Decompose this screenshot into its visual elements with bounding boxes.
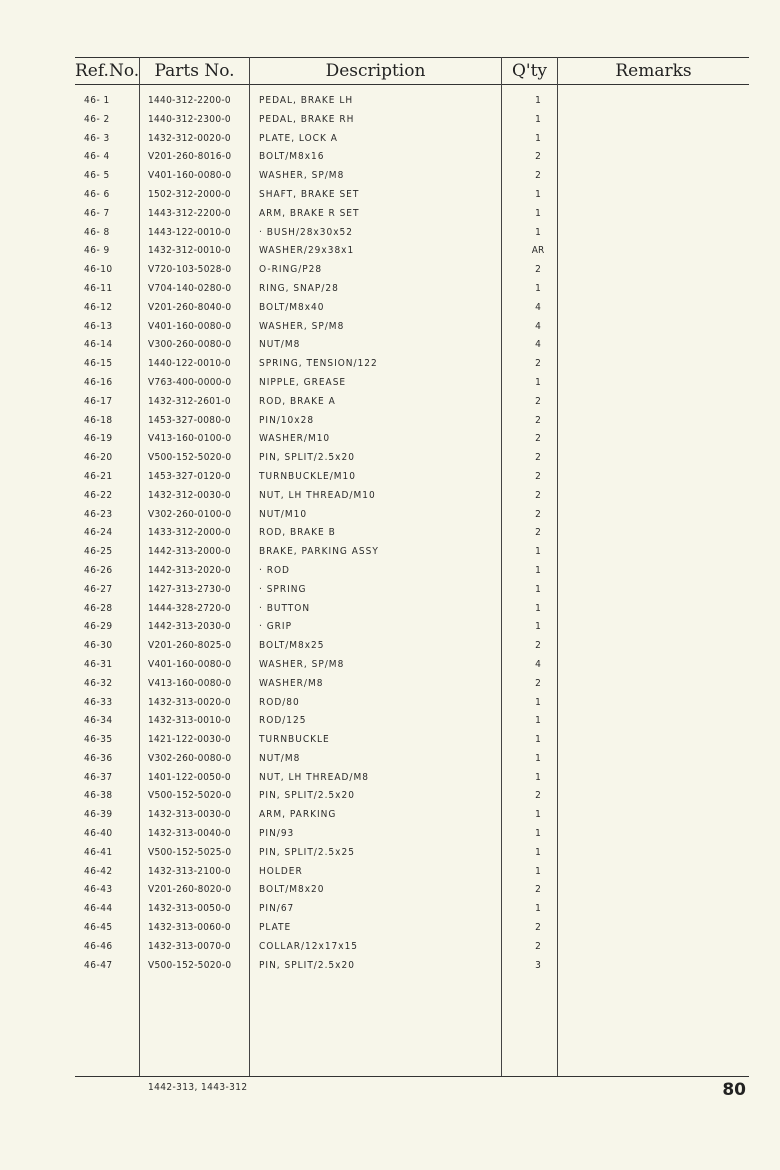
parts-no-cell: 1432-313-0020-0: [148, 696, 231, 708]
header-description: Description: [325, 61, 426, 81]
qty-cell: 1: [535, 752, 541, 764]
parts-no-cell: 1502-312-2000-0: [148, 188, 231, 200]
ref-no-cell: 46-21: [84, 470, 113, 482]
parts-no-cell: V401-160-0080-0: [148, 170, 232, 182]
parts-no-cell: V401-160-0080-0: [148, 658, 232, 670]
table-row: [0, 261, 780, 280]
ref-no-cell: 46- 1: [84, 95, 110, 106]
description-cell: NUT, LH THREAD/M10: [259, 489, 376, 501]
parts-no-cell: 1432-313-0050-0: [148, 903, 231, 915]
qty-cell: 1: [535, 132, 541, 144]
table-row: [0, 449, 780, 468]
table-row: [0, 299, 780, 318]
qty-cell: 2: [535, 884, 541, 896]
qty-cell: 2: [535, 452, 541, 464]
parts-no-cell: V201-260-8016-0: [148, 151, 232, 163]
qty-cell: 2: [535, 640, 541, 652]
parts-no-cell: 1444-328-2720-0: [148, 602, 231, 614]
table-row: [0, 430, 780, 449]
description-cell: PIN, SPLIT/2.5x20: [259, 790, 355, 802]
parts-no-cell: V763-400-0000-0: [148, 376, 232, 388]
parts-no-cell: V201-260-8020-0: [148, 884, 232, 896]
qty-cell: 2: [535, 264, 541, 276]
parts-no-cell: 1432-313-0010-0: [148, 715, 231, 727]
parts-no-cell: 1442-313-2000-0: [148, 546, 231, 558]
parts-no-cell: V201-260-8025-0: [148, 640, 232, 652]
parts-no-cell: 1427-313-2730-0: [148, 583, 231, 595]
table-row: [0, 186, 780, 205]
table-row: [0, 750, 780, 769]
description-cell: PIN/10x28: [259, 414, 315, 426]
qty-cell: 2: [535, 677, 541, 689]
qty-cell: 2: [535, 527, 541, 539]
qty-cell: 1: [535, 226, 541, 238]
table-row: [0, 355, 780, 374]
table-row: [0, 543, 780, 562]
description-cell: RING, SNAP/28: [259, 282, 339, 294]
description-cell: COLLAR/12x17x15: [259, 940, 359, 952]
qty-cell: 2: [535, 151, 541, 163]
ref-no-cell: 46-41: [84, 846, 113, 858]
description-cell: PLATE: [259, 922, 292, 934]
qty-cell: 2: [535, 170, 541, 182]
description-cell: · ROD: [259, 564, 290, 576]
table-row: [0, 148, 780, 167]
ref-no-cell: 46-24: [84, 527, 113, 539]
ref-no-cell: 46-11: [84, 282, 113, 294]
description-cell: BOLT/M8x40: [259, 301, 325, 313]
qty-cell: 1: [535, 734, 541, 746]
description-cell: BOLT/M8x20: [259, 884, 325, 896]
table-row: [0, 506, 780, 525]
description-cell: PIN, SPLIT/2.5x20: [259, 959, 355, 971]
description-cell: NIPPLE, GREASE: [259, 376, 347, 388]
table-row: [0, 919, 780, 938]
ref-no-cell: 46- 7: [84, 207, 110, 219]
description-cell: BOLT/M8x16: [259, 151, 325, 163]
description-cell: WASHER, SP/M8: [259, 658, 345, 670]
parts-no-cell: V500-152-5025-0: [148, 846, 232, 858]
qty-cell: 2: [535, 433, 541, 445]
parts-table-body: [0, 92, 780, 975]
parts-no-cell: V720-103-5028-0: [148, 264, 232, 276]
table-row: [0, 957, 780, 976]
parts-no-cell: V413-160-0100-0: [148, 433, 232, 445]
parts-no-cell: 1432-313-0070-0: [148, 940, 231, 952]
description-cell: WASHER, SP/M8: [259, 320, 345, 332]
description-cell: ROD, BRAKE B: [259, 527, 336, 539]
ref-no-cell: 46- 2: [84, 113, 110, 125]
ref-no-cell: 46-47: [84, 959, 113, 971]
description-cell: BOLT/M8x25: [259, 640, 325, 652]
table-row: [0, 468, 780, 487]
qty-cell: 2: [535, 470, 541, 482]
qty-cell: 2: [535, 508, 541, 520]
table-row: [0, 844, 780, 863]
table-row: [0, 637, 780, 656]
ref-no-cell: 46-36: [84, 752, 113, 764]
ref-no-cell: 46-43: [84, 884, 113, 896]
parts-no-cell: 1453-327-0080-0: [148, 414, 231, 426]
table-row: [0, 224, 780, 243]
description-cell: ROD, BRAKE A: [259, 395, 336, 407]
description-cell: ARM, BRAKE R SET: [259, 207, 360, 219]
description-cell: WASHER, SP/M8: [259, 170, 345, 182]
table-row: [0, 205, 780, 224]
qty-cell: 1: [535, 564, 541, 576]
qty-cell: 1: [535, 621, 541, 633]
parts-no-cell: 1432-312-0020-0: [148, 132, 231, 144]
table-top-rule: [75, 57, 749, 58]
parts-no-cell: 1421-122-0030-0: [148, 734, 231, 746]
description-cell: O-RING/P28: [259, 264, 323, 276]
parts-no-cell: 1443-312-2200-0: [148, 207, 231, 219]
qty-cell: 2: [535, 414, 541, 426]
header-qty: Q'ty: [511, 61, 548, 81]
ref-no-cell: 46- 3: [84, 132, 110, 144]
header-ref-no: Ref.No.: [75, 61, 140, 81]
description-cell: PEDAL, BRAKE RH: [259, 113, 355, 125]
ref-no-cell: 46- 9: [84, 245, 110, 257]
description-cell: HOLDER: [259, 865, 303, 877]
qty-cell: 3: [535, 959, 541, 971]
qty-cell: 1: [535, 696, 541, 708]
table-row: [0, 487, 780, 506]
description-cell: NUT/M8: [259, 752, 301, 764]
ref-no-cell: 46-27: [84, 583, 113, 595]
qty-cell: 1: [535, 865, 541, 877]
description-cell: NUT/M10: [259, 508, 308, 520]
parts-no-cell: 1443-122-0010-0: [148, 226, 231, 238]
qty-cell: 2: [535, 395, 541, 407]
parts-no-cell: V300-260-0080-0: [148, 339, 232, 351]
qty-cell: AR: [531, 245, 545, 257]
ref-no-cell: 46-39: [84, 809, 113, 821]
qty-cell: 1: [535, 376, 541, 388]
description-cell: NUT, LH THREAD/M8: [259, 771, 369, 783]
ref-no-cell: 46-34: [84, 715, 113, 727]
ref-no-cell: 46-18: [84, 414, 113, 426]
ref-no-cell: 46-44: [84, 903, 113, 915]
table-row: [0, 694, 780, 713]
description-cell: TURNBUCKLE/M10: [259, 470, 356, 482]
description-cell: TURNBUCKLE: [259, 734, 330, 746]
ref-no-cell: 46-42: [84, 865, 113, 877]
qty-cell: 1: [535, 809, 541, 821]
table-row: [0, 524, 780, 543]
qty-cell: 1: [535, 113, 541, 125]
ref-no-cell: 46-20: [84, 452, 113, 464]
qty-cell: 1: [535, 715, 541, 727]
ref-no-cell: 46-19: [84, 433, 113, 445]
parts-no-cell: 1440-312-2200-0: [148, 95, 231, 106]
qty-cell: 4: [535, 301, 541, 313]
table-row: [0, 111, 780, 130]
ref-no-cell: 46- 4: [84, 151, 110, 163]
header-remarks: Remarks: [615, 61, 692, 81]
table-row: [0, 787, 780, 806]
ref-no-cell: 46-22: [84, 489, 113, 501]
parts-no-cell: 1433-312-2000-0: [148, 527, 231, 539]
ref-no-cell: 46-33: [84, 696, 113, 708]
parts-no-cell: 1440-122-0010-0: [148, 358, 231, 370]
ref-no-cell: 46-29: [84, 621, 113, 633]
description-cell: ROD/125: [259, 715, 307, 727]
qty-cell: 1: [535, 602, 541, 614]
qty-cell: 4: [535, 320, 541, 332]
qty-cell: 2: [535, 790, 541, 802]
description-cell: PIN, SPLIT/2.5x20: [259, 452, 355, 464]
qty-cell: 4: [535, 658, 541, 670]
ref-no-cell: 46-28: [84, 602, 113, 614]
description-cell: PIN/67: [259, 903, 295, 915]
qty-cell: 1: [535, 771, 541, 783]
description-cell: · BUTTON: [259, 602, 311, 614]
ref-no-cell: 46-26: [84, 564, 113, 576]
ref-no-cell: 46-17: [84, 395, 113, 407]
ref-no-cell: 46-25: [84, 546, 113, 558]
parts-no-cell: 1432-313-2100-0: [148, 865, 231, 877]
ref-no-cell: 46- 6: [84, 188, 110, 200]
parts-no-cell: 1432-313-0040-0: [148, 828, 231, 840]
qty-cell: 1: [535, 546, 541, 558]
description-cell: WASHER/29x38x1: [259, 245, 355, 257]
qty-cell: 1: [535, 95, 541, 106]
parts-no-cell: 1442-313-2030-0: [148, 621, 231, 633]
parts-no-cell: V401-160-0080-0: [148, 320, 232, 332]
description-cell: WASHER/M10: [259, 433, 331, 445]
table-row: [0, 562, 780, 581]
table-row: [0, 412, 780, 431]
qty-cell: 1: [535, 207, 541, 219]
qty-cell: 2: [535, 358, 541, 370]
page-number: 80: [722, 1080, 746, 1100]
parts-no-cell: V302-260-0100-0: [148, 508, 232, 520]
table-row: [0, 581, 780, 600]
ref-no-cell: 46-46: [84, 940, 113, 952]
ref-no-cell: 46-15: [84, 358, 113, 370]
qty-cell: 4: [535, 339, 541, 351]
parts-no-cell: V500-152-5020-0: [148, 959, 232, 971]
description-cell: BRAKE, PARKING ASSY: [259, 546, 379, 558]
ref-no-cell: 46-35: [84, 734, 113, 746]
table-row: [0, 769, 780, 788]
table-row: [0, 825, 780, 844]
description-cell: PIN/93: [259, 828, 295, 840]
description-cell: SPRING, TENSION/122: [259, 358, 378, 370]
ref-no-cell: 46- 5: [84, 170, 110, 182]
parts-no-cell: V302-260-0080-0: [148, 752, 232, 764]
ref-no-cell: 46-37: [84, 771, 113, 783]
table-row: [0, 863, 780, 882]
ref-no-cell: 46-23: [84, 508, 113, 520]
parts-no-cell: V500-152-5020-0: [148, 452, 232, 464]
table-row: [0, 656, 780, 675]
table-row: [0, 806, 780, 825]
table-row: [0, 600, 780, 619]
qty-cell: 1: [535, 583, 541, 595]
table-row: [0, 280, 780, 299]
table-row: [0, 618, 780, 637]
qty-cell: 1: [535, 846, 541, 858]
qty-cell: 2: [535, 489, 541, 501]
parts-no-cell: 1432-312-0010-0: [148, 245, 231, 257]
description-cell: · GRIP: [259, 621, 293, 633]
qty-cell: 1: [535, 828, 541, 840]
table-row: [0, 242, 780, 261]
table-row: [0, 900, 780, 919]
parts-no-cell: 1432-313-0060-0: [148, 922, 231, 934]
description-cell: · SPRING: [259, 583, 307, 595]
table-row: [0, 374, 780, 393]
table-row: [0, 167, 780, 186]
qty-cell: 1: [535, 282, 541, 294]
parts-no-cell: V413-160-0080-0: [148, 677, 232, 689]
parts-no-cell: 1432-312-2601-0: [148, 395, 231, 407]
parts-no-cell: 1442-313-2020-0: [148, 564, 231, 576]
ref-no-cell: 46-30: [84, 640, 113, 652]
ref-no-cell: 46-12: [84, 301, 113, 313]
parts-no-cell: 1432-313-0030-0: [148, 809, 231, 821]
ref-no-cell: 46-16: [84, 376, 113, 388]
parts-no-cell: V500-152-5020-0: [148, 790, 232, 802]
parts-no-cell: V201-260-8040-0: [148, 301, 232, 313]
ref-no-cell: 46-14: [84, 339, 113, 351]
table-row: [0, 393, 780, 412]
ref-no-cell: 46-31: [84, 658, 113, 670]
description-cell: PEDAL, BRAKE LH: [259, 95, 354, 106]
table-row: [0, 938, 780, 957]
ref-no-cell: 46-40: [84, 828, 113, 840]
table-row: [0, 712, 780, 731]
header-parts-no: Parts No.: [154, 61, 235, 81]
parts-no-cell: 1440-312-2300-0: [148, 113, 231, 125]
description-cell: NUT/M8: [259, 339, 301, 351]
description-cell: PLATE, LOCK A: [259, 132, 338, 144]
table-row: [0, 130, 780, 149]
ref-no-cell: 46- 8: [84, 226, 110, 238]
table-row: [0, 881, 780, 900]
parts-no-cell: V704-140-0280-0: [148, 282, 232, 294]
parts-no-cell: 1453-327-0120-0: [148, 470, 231, 482]
model-numbers: 1442-313, 1443-312: [148, 1082, 248, 1093]
ref-no-cell: 46-13: [84, 320, 113, 332]
parts-no-cell: 1401-122-0050-0: [148, 771, 231, 783]
header-bottom-rule: [75, 84, 749, 85]
table-bottom-rule: [75, 1076, 749, 1077]
qty-cell: 2: [535, 940, 541, 952]
description-cell: ARM, PARKING: [259, 809, 337, 821]
table-row: [0, 336, 780, 355]
qty-cell: 1: [535, 903, 541, 915]
table-row: [0, 731, 780, 750]
ref-no-cell: 46-38: [84, 790, 113, 802]
ref-no-cell: 46-10: [84, 264, 113, 276]
description-cell: · BUSH/28x30x52: [259, 226, 353, 238]
description-cell: PIN, SPLIT/2.5x25: [259, 846, 355, 858]
description-cell: WASHER/M8: [259, 677, 324, 689]
table-row: [0, 675, 780, 694]
ref-no-cell: 46-45: [84, 922, 113, 934]
ref-no-cell: 46-32: [84, 677, 113, 689]
parts-no-cell: 1432-312-0030-0: [148, 489, 231, 501]
description-cell: ROD/80: [259, 696, 300, 708]
description-cell: SHAFT, BRAKE SET: [259, 188, 360, 200]
table-row: [0, 92, 780, 111]
table-row: [0, 318, 780, 337]
qty-cell: 2: [535, 922, 541, 934]
qty-cell: 1: [535, 188, 541, 200]
